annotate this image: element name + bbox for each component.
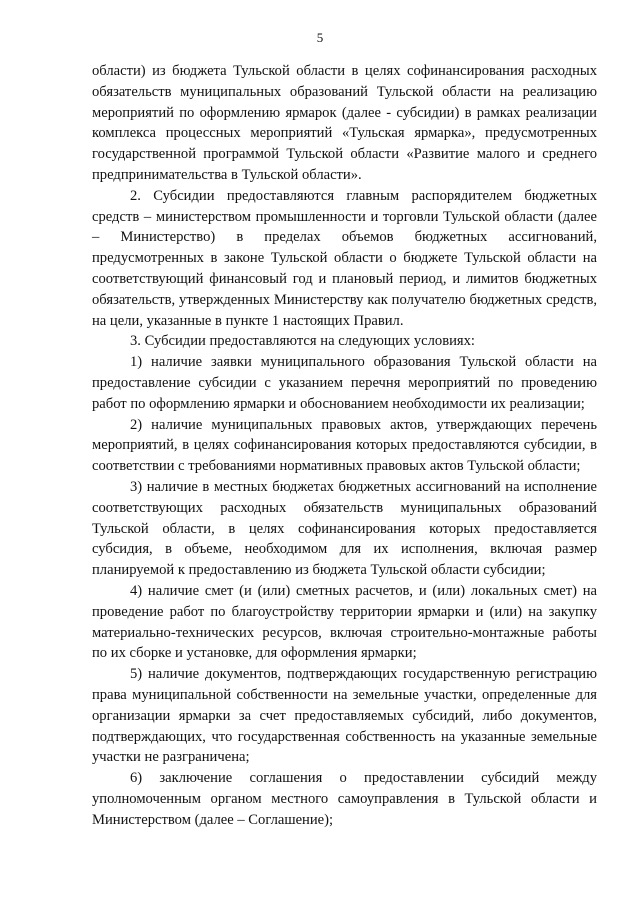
paragraph-item-3: 3. Субсидии предоставляются на следующих условиях: (130, 333, 475, 350)
page-number: 5 (316, 30, 324, 45)
subitem-2: 2) наличие муниципальных правовых актов, утверждающих перечень мероприятий, в целях софинансирования которых предоставляются субсидии, в соответствии с требованиями нормативных правовых актов Тульской области; (92, 416, 597, 475)
subitem-3: 3) наличие в местных бюджетах бюджетных ассигнований на исполнение соответствующих расходных обязательств муниципальных образований Тульской области, в целях софинансирования которых предоставляется субсидия, в объеме, необходимом для их исполнения, включая размер планируемой к предоставлению из бюджета Тульской области субсидии; (92, 478, 597, 579)
document-body (92, 61, 597, 830)
paragraph-item-2: 2. Субсидии предоставляются главным распорядителем бюджетных средств – министерством промышленности и торговли Тульской области (далее – Министерство) в пределах объемов бюджетных ассигнований, предусмотренных в законе Тульской области о бюджете Тульской области на соответствующий финансовый год и плановый период, и лимитов бюджетных обязательств, утвержденных Министерству как получателю бюджетных средств, на цели, указанные в пункте 1 настоящих Правил. (92, 187, 597, 329)
subitem-5: 5) наличие документов, подтверждающих государственную регистрацию права муниципальной собственности на земельные участки, определенные для организации ярмарки за счет предоставляемых субсидий, либо документов, подтверждающих, что государственная собственность на указанные земельные участки не разграничена; (92, 666, 597, 766)
subitem-4: 4) наличие смет (и (или) сметных расчетов, и (или) локальных смет) на проведение работ по благоустройству территории ярмарки и (или) на закупку материально-технических ресурсов, включая строительно-монтажные работы по их сборке и установке, для оформления ярмарки; (92, 582, 597, 662)
subitem-6: 6) заключение соглашения о предоставлении субсидий между уполномоченным органом местного самоуправления в Тульской области и Министерством (далее – Соглашение); (92, 770, 597, 828)
subitem-1: 1) наличие заявки муниципального образования Тульской области на предоставление субсидии с указанием перечня мероприятий по проведению работ по оформлению ярмарки и обоснованием необходимости их реализации; (92, 354, 597, 412)
paragraph-continuation: области) из бюджета Тульской области в целях софинансирования расходных обязательств муниципальных образований Тульской области на реализацию мероприятий по оформлению ярмарок (далее - субсидии) в рамках реализации комплекса процессных мероприятий «Тульская ярмарка», предусмотренных государственной программой Тульской области «Развитие малого и среднего предпринимательства в Тульской области». (92, 63, 597, 183)
